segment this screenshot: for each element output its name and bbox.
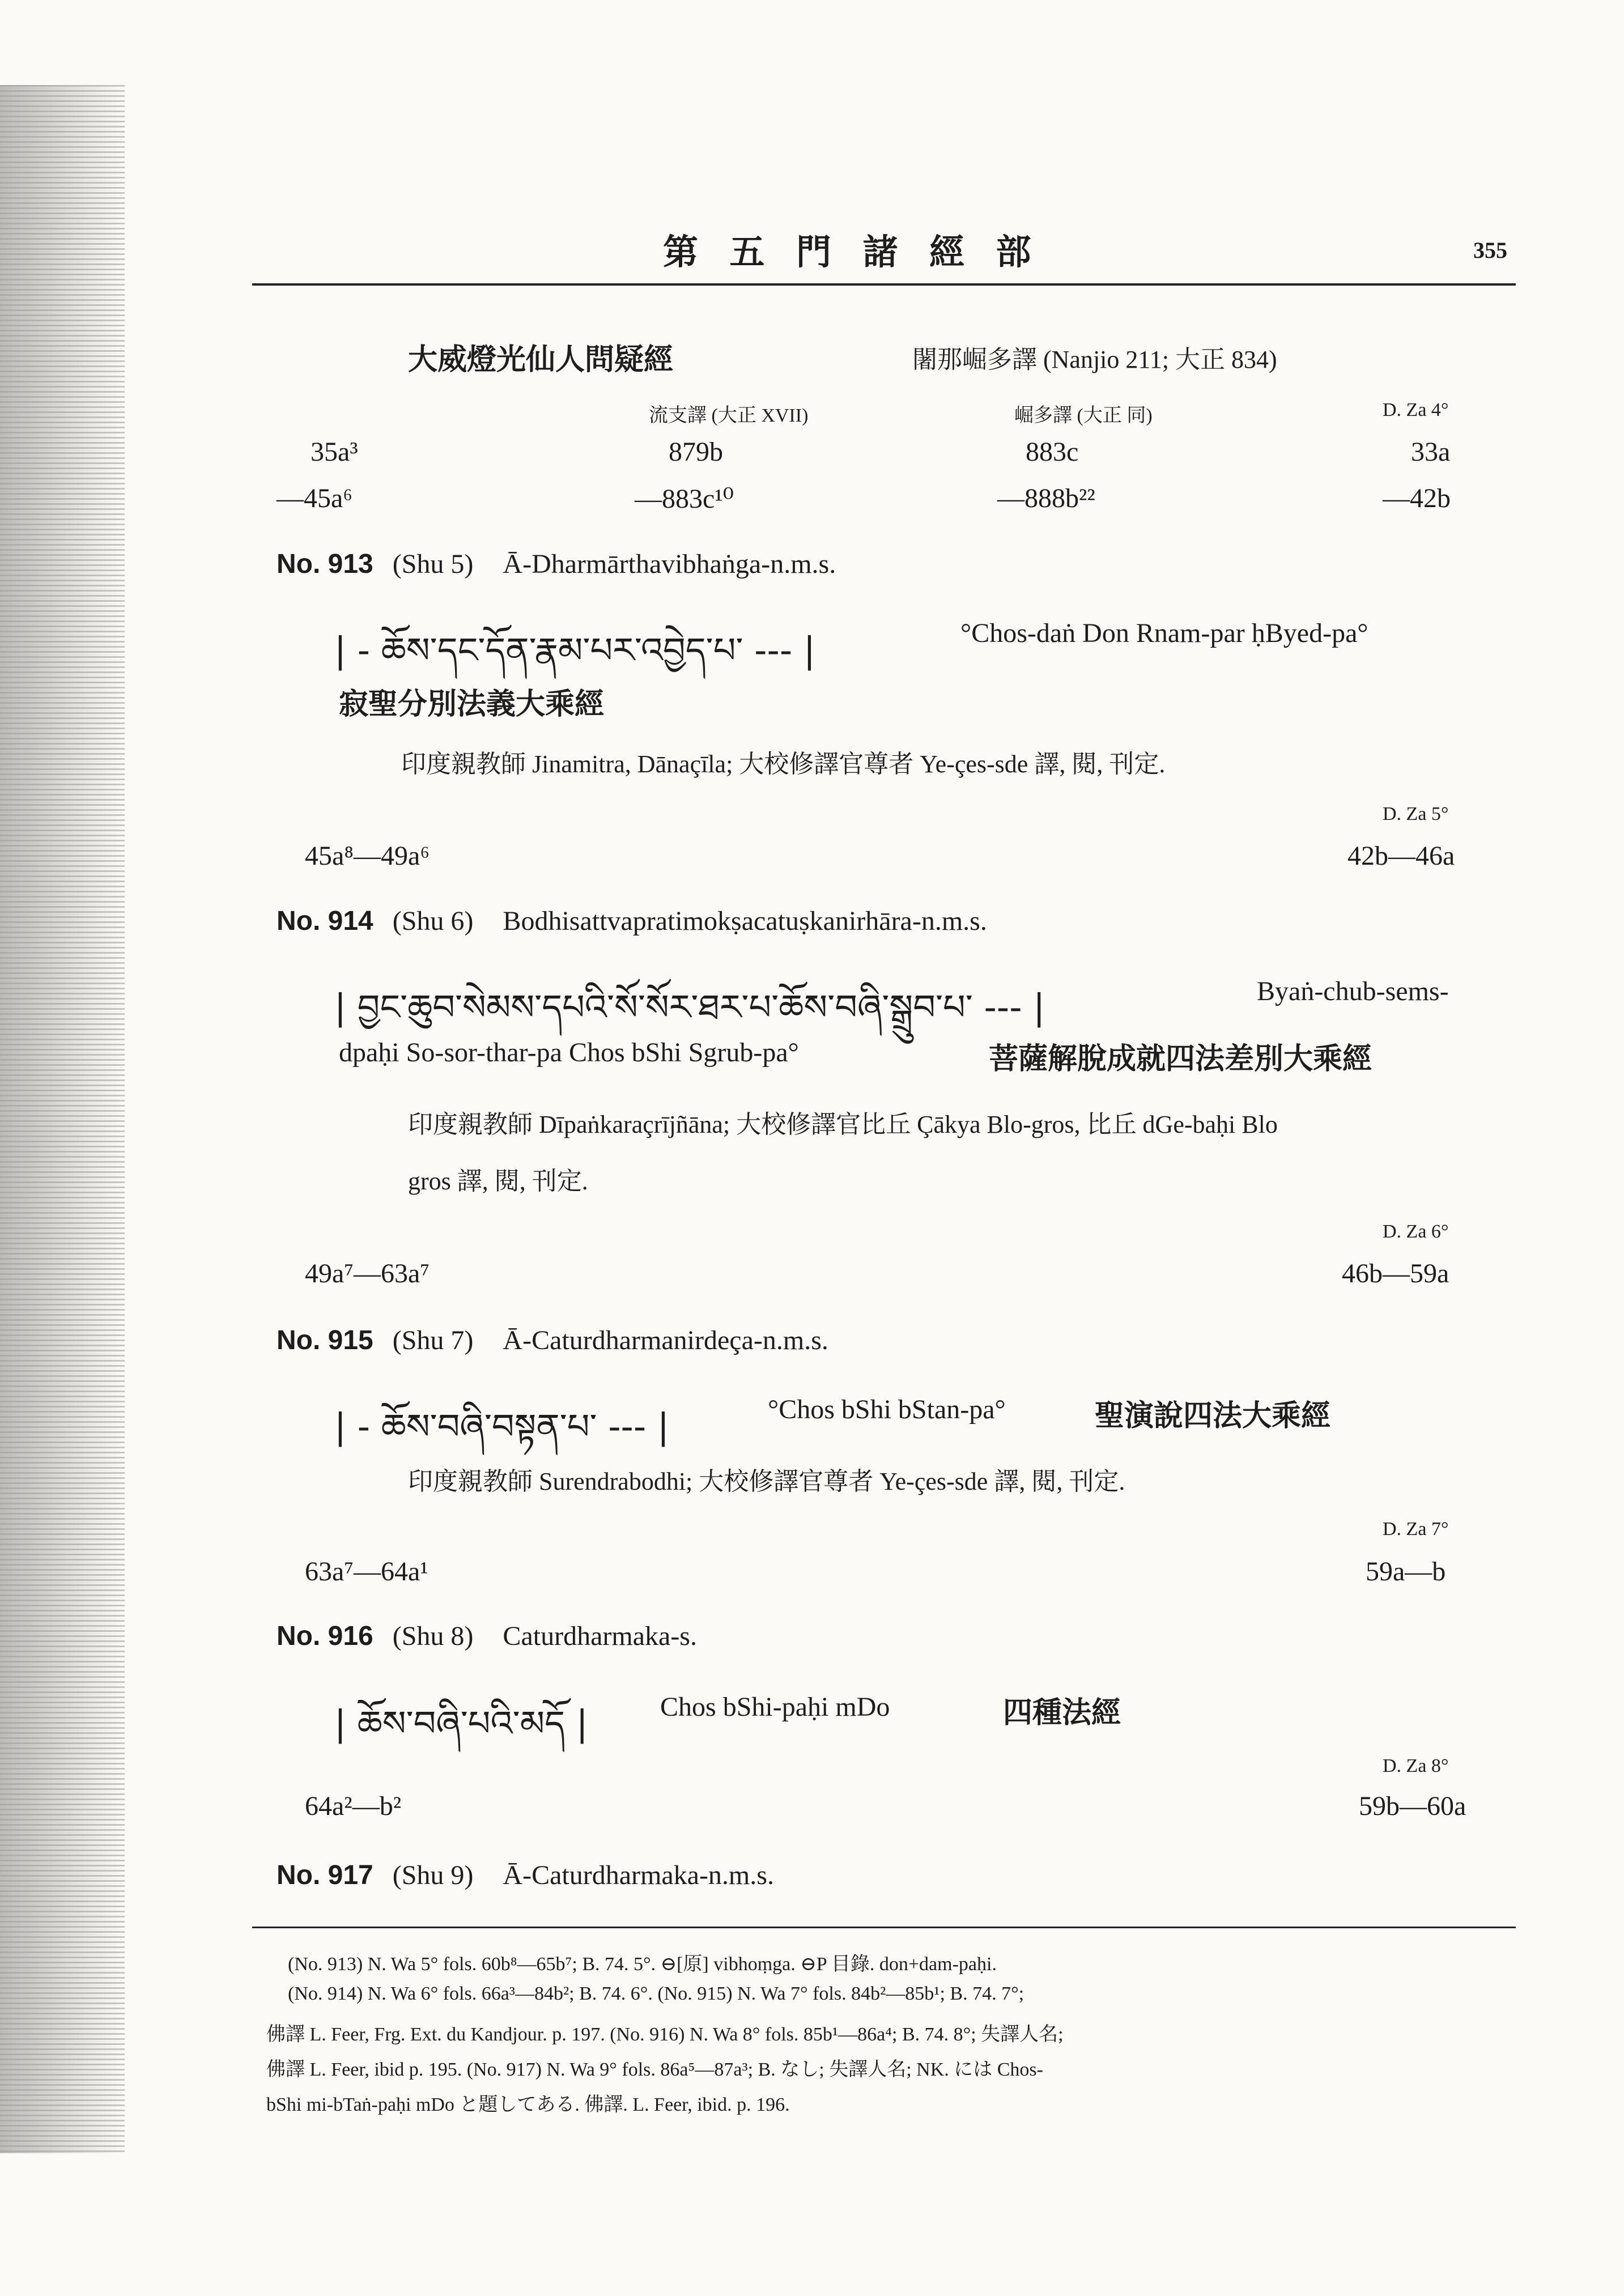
entry-917-header — [277, 1860, 774, 1891]
entry-916-header — [277, 1621, 697, 1652]
intro-title: 大威燈光仙人問疑經 — [408, 344, 674, 376]
entry-914-left-ref: 49a⁷—63a⁷ — [305, 1258, 430, 1289]
intro-row1-c3: 883c — [1026, 437, 1079, 467]
entry-913-right-ref: 42b—46a — [1347, 841, 1455, 871]
entry-914-shu: (Shu 6) — [392, 906, 474, 936]
entry-916-name: Caturdharmaka-s. — [503, 1621, 697, 1651]
entry-915-name: Ā-Caturdharmanirdeça-n.m.s. — [503, 1325, 828, 1355]
entry-916-left-ref: 64a²—b² — [305, 1791, 402, 1821]
entry-914-translators: 印度親教師 Dīpaṅkaraçrījñāna; 大校修譯官比丘 Çākya Blo-gros, 比丘 dGe-baḥi Blo — [408, 1111, 1278, 1138]
entry-914-chinese: 菩薩解脫成就四法差別大乘經 — [989, 1043, 1372, 1075]
entry-913-no: No. 913 — [277, 549, 373, 579]
entry-913-shu: (Shu 5) — [392, 549, 474, 579]
entry-913-left-ref: 45a⁸—49a⁶ — [305, 841, 430, 871]
entry-913-translators: 印度親教師 Jinamitra, Dānaçīla; 大校修譯官尊者 Ye-çes-sde 譯, 閱, 刊定. — [401, 750, 1166, 778]
footnote-line: 佛譯 L. Feer, ibid p. 195. (No. 917) N. Wa 9° fols. 86a⁵—87a³; B. なし; 失譯人名; NK. には Chos- — [266, 2059, 1043, 2080]
entry-915-tibetan: | - ཆོས་བཞི་བསྟན་པ་ --- | — [334, 1406, 669, 1447]
entry-917-no: No. 917 — [277, 1860, 373, 1890]
entry-913-dref: D. Za 5° — [1383, 803, 1449, 824]
page-number: 355 — [1473, 237, 1507, 263]
intro-col-head-2: 崛多譯 (大正 同) — [1014, 405, 1153, 426]
entry-914-romanized: Byaṅ-chub-sems- — [1257, 976, 1449, 1006]
intro-col-head-3: D. Za 4° — [1383, 399, 1449, 420]
footnote-line: bShi mi-bTaṅ-paḥi mDo と題してある. 佛譯. L. Feer, ibid. p. 196. — [266, 2094, 790, 2115]
entry-915-no: No. 915 — [277, 1325, 373, 1355]
entry-915-dref: D. Za 7° — [1383, 1519, 1449, 1540]
entry-913-chinese: 寂聖分別法義大乘經 — [339, 688, 605, 721]
entry-914-right-ref: 46b—59a — [1342, 1258, 1449, 1289]
entry-913-romanized: °Chos-daṅ Don Rnam-par ḥByed-pa° — [960, 618, 1368, 648]
entry-913-name: Ā-Dharmārthavibhaṅga-n.m.s. — [503, 549, 836, 579]
intro-row2-c1: —45a⁶ — [277, 483, 353, 513]
entry-914-tibetan: | བྱང་ཆུབ་སེམས་དཔའི་སོ་སོར་ཐར་པ་ཆོས་བཞི་སྒྲུབ་པ་ --- | — [334, 987, 1045, 1028]
entry-916-no: No. 916 — [277, 1621, 373, 1651]
intro-row2-c4: —42b — [1383, 483, 1451, 513]
entry-917-shu: (Shu 9) — [392, 1860, 474, 1890]
entry-915-header — [277, 1325, 828, 1356]
intro-row1-c4: 33a — [1411, 437, 1451, 467]
entry-914-name: Bodhisattvapratimokṣacatuṣkanirhāra-n.m.s. — [503, 906, 987, 936]
entry-916-right-ref: 59b—60a — [1359, 1791, 1466, 1821]
intro-row1-c1: 35a³ — [311, 437, 358, 467]
entry-915-left-ref: 63a⁷—64a¹ — [305, 1557, 428, 1587]
entry-916-romanized: Chos bShi-paḥi mDo — [660, 1692, 890, 1722]
entry-915-right-ref: 59a—b — [1366, 1557, 1446, 1587]
entry-915-romanized: °Chos bShi bStan-pa° — [768, 1394, 1006, 1425]
page-title: 第 五 門 諸 經 部 — [663, 233, 1043, 272]
footnote-line: (No. 913) N. Wa 5° fols. 60b⁸—65b⁷; B. 74. 5°. ⊖[原] vibhoṃga. ⊖P 目錄. don+dam-paḥi. — [288, 1954, 997, 1975]
footnote-line: (No. 914) N. Wa 6° fols. 66a³—84b²; B. 74. 6°. (No. 915) N. Wa 7° fols. 84b²—85b¹; B. 74. 7°; — [288, 1983, 1024, 2004]
scan-edge-shadow — [0, 85, 125, 2153]
entry-914-dref: D. Za 6° — [1383, 1221, 1449, 1242]
entry-916-dref: D. Za 8° — [1383, 1755, 1449, 1776]
entry-915-translators: 印度親教師 Surendrabodhi; 大校修譯官尊者 Ye-çes-sde 譯, 閱, 刊定. — [408, 1468, 1125, 1495]
intro-row2-c3: —888b²² — [997, 483, 1095, 513]
entry-913-header — [277, 549, 836, 580]
footnote-line: 佛譯 L. Feer, Frg. Ext. du Kandjour. p. 197. (No. 916) N. Wa 8° fols. 85b¹—86a⁴; B. 74. 8°; 失譯人名; — [266, 2024, 1064, 2045]
intro-row2-c2: —883c¹⁰ — [635, 484, 734, 514]
entry-914-translators-cont: gros 譯, 閱, 刊定. — [408, 1167, 588, 1195]
entry-916-chinese: 四種法經 — [1003, 1697, 1121, 1729]
entry-915-chinese: 聖演說四法大乘經 — [1095, 1400, 1331, 1432]
entry-914-header — [277, 905, 987, 937]
intro-translator: 闍那崛多譯 (Nanjio 211; 大正 834) — [912, 346, 1277, 373]
entry-913-tibetan: | - ཆོས་དང་དོན་རྣམ་པར་འབྱེད་པ་ --- | — [334, 630, 815, 671]
entry-914-romanized-cont: dpaḥi So-sor-thar-pa Chos bShi Sgrub-pa° — [339, 1038, 799, 1068]
header-rule — [252, 283, 1516, 286]
intro-col-head-1: 流支譯 (大正 XVII) — [649, 405, 809, 426]
entry-914-no: No. 914 — [277, 906, 373, 936]
footnote-rule — [252, 1927, 1516, 1928]
entry-915-shu: (Shu 7) — [392, 1325, 474, 1355]
intro-row1-c2: 879b — [669, 437, 723, 467]
entry-917-name: Ā-Caturdharmaka-n.m.s. — [503, 1860, 774, 1890]
entry-916-tibetan: | ཆོས་བཞི་པའི་མདོ | — [334, 1703, 588, 1744]
entry-916-shu: (Shu 8) — [392, 1621, 474, 1651]
